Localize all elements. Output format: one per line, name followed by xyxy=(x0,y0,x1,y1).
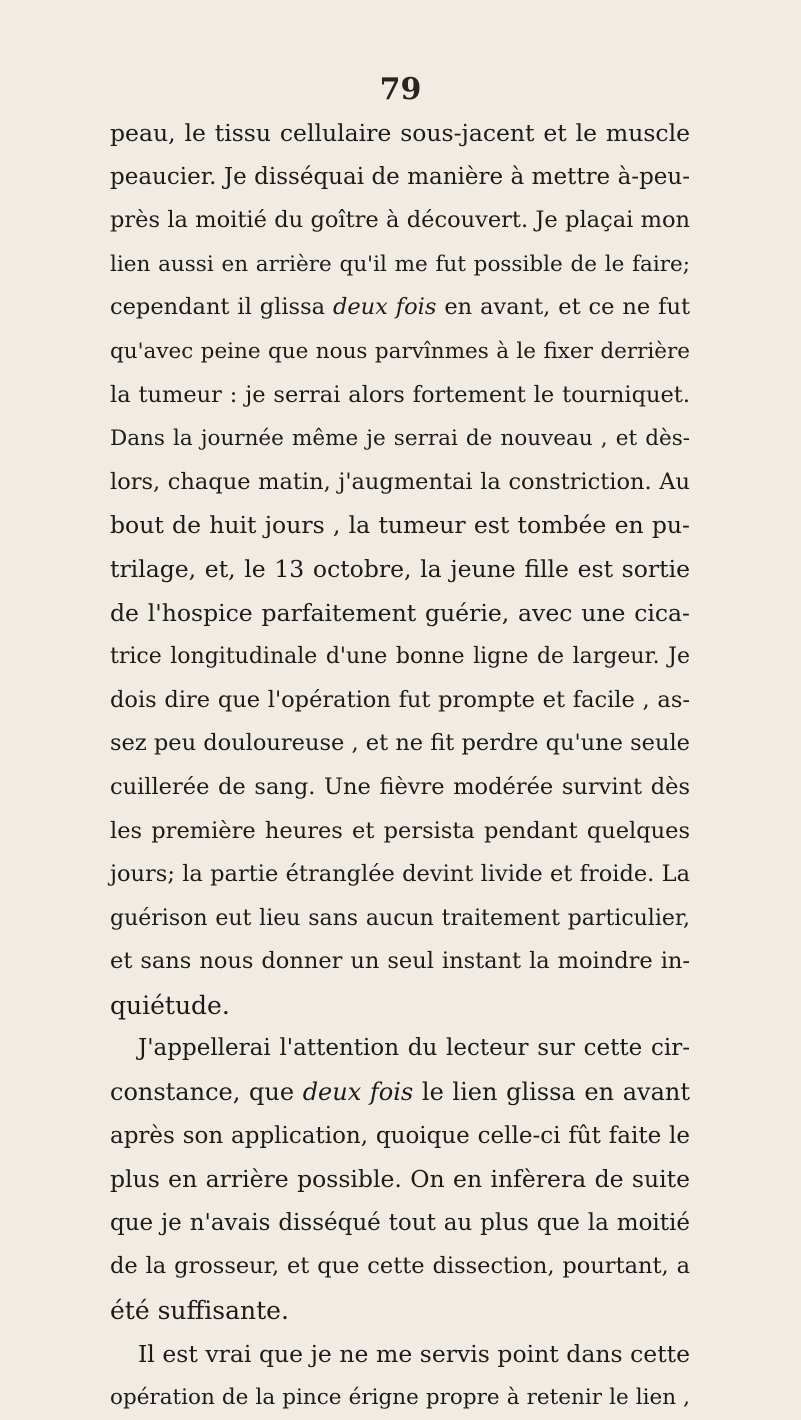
text-line: les première heures et persista pendant quelques xyxy=(110,817,690,844)
page-number: 79 xyxy=(379,72,422,107)
text-line: constance, que deux fois le lien glissa en avant xyxy=(110,1078,690,1107)
text-line: de l'hospice parfaitement guérie, avec une cica- xyxy=(110,598,690,627)
text-line: plus en arrière possible. On en infèrera de suite xyxy=(110,1165,690,1194)
text-line: dois dire que l'opération fut prompte et facile , as- xyxy=(110,686,690,713)
italic-phrase: deux fois xyxy=(332,294,437,321)
text-line: quiétude. xyxy=(110,990,230,1020)
text-line: lors, chaque matin, j'augmentai la constriction. Au xyxy=(110,468,690,495)
text-line: trilage, et, le 13 octobre, la jeune fille est sortie xyxy=(110,554,690,583)
text-line: guérison eut lieu sans aucun traitement particulier, xyxy=(110,905,690,931)
text-line: après son application, quoique celle-ci fût faite le xyxy=(110,1122,690,1149)
text-line: bout de huit jours , la tumeur est tombée en pu- xyxy=(110,511,690,540)
text-line: la tumeur : je serrai alors fortement le tourniquet. xyxy=(110,381,690,408)
text-line: peaucier. Je disséquai de manière à mettre à-peu- xyxy=(110,163,690,190)
body-text xyxy=(110,112,690,1420)
text-line: que je n'avais disséqué tout au plus que la moitié xyxy=(110,1209,690,1236)
text-line: été suffisante. xyxy=(110,1296,289,1326)
text-line: de la grosseur, et que cette dissection, pourtant, a xyxy=(110,1253,690,1280)
text-line: cependant il glissa deux fois en avant, et ce ne fut xyxy=(110,294,690,321)
text-line: sez peu douloureuse , et ne fit perdre qu'une seule xyxy=(110,730,690,757)
text-line: lien aussi en arrière qu'il me fut possible de le faire; xyxy=(110,251,690,277)
text-line: J'appellerai l'attention du lecteur sur cette cir- xyxy=(138,1035,690,1062)
text-line: Il est vrai que je ne me servis point dans cette xyxy=(138,1339,690,1368)
text-line: peau, le tissu cellulaire sous-jacent et le muscle xyxy=(110,119,690,147)
text-line: près la moitié du goître à découvert. Je plaçai mon xyxy=(110,207,690,234)
text-line: Dans la journée même je serrai de nouveau , et dès- xyxy=(110,426,690,452)
text-line: opération de la pince érigne propre à retenir le lien , xyxy=(110,1385,690,1411)
text-line: trice longitudinale d'une bonne ligne de largeur. Je xyxy=(110,644,690,670)
text-line: jours; la partie étranglée devint livide et froide. La xyxy=(110,861,690,888)
italic-phrase: deux fois xyxy=(302,1078,414,1107)
text-line: cuillerée de sang. Une fièvre modérée survint dès xyxy=(110,773,690,800)
text-line: qu'avec peine que nous parvînmes à le fixer derrière xyxy=(110,338,690,364)
text-line: et sans nous donner un seul instant la moindre in- xyxy=(110,948,690,975)
